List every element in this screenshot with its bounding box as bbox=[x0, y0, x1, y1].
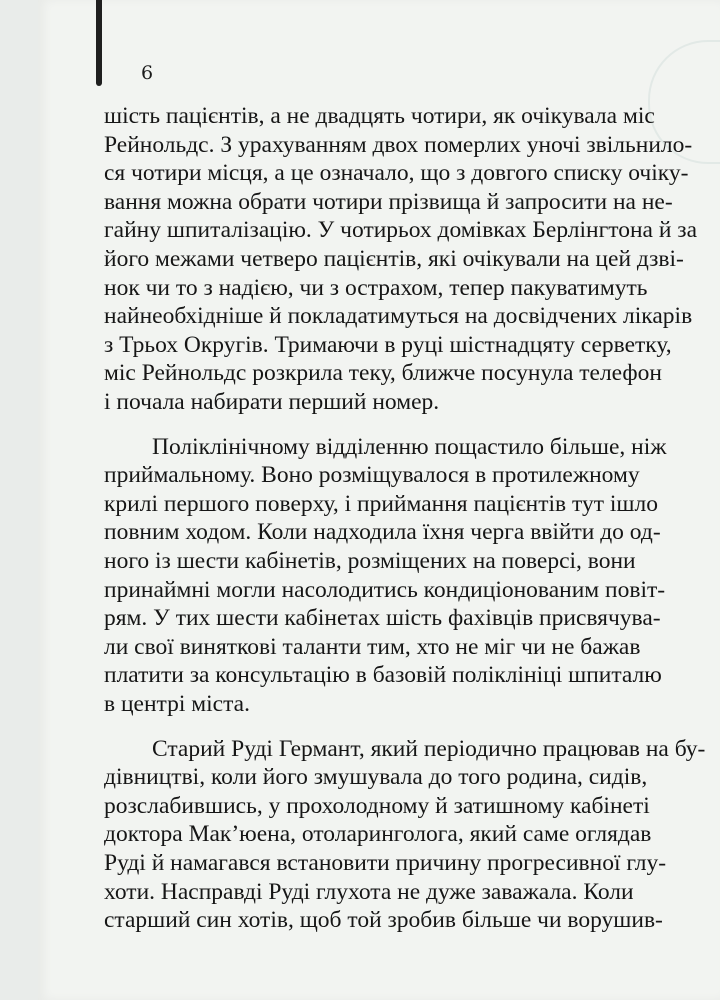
text-line: Руді й намагався встановити причину прогресивної глу- bbox=[104, 850, 667, 876]
text-line: хоти. Насправді Руді глухота не дуже заважала. Коли bbox=[104, 878, 634, 905]
text-line: гайну шпиталізацію. У чотирьох домівках Берлінгтона й за bbox=[104, 217, 698, 244]
text-line: Старий Руді Гермaнт, який періодично працював на бу- bbox=[152, 735, 706, 762]
text-line: повним ходом. Коли надходила їхня черга ввійти до од- bbox=[104, 519, 661, 546]
text-line: приймальному. Воно розміщувалося в протилежному bbox=[104, 462, 640, 489]
text-line: доктора Мак’юена, отоларинголога, який саме оглядав bbox=[104, 821, 652, 848]
text-line: нок чи то з надією, чи з острахом, тепер пакуватимуть bbox=[104, 274, 648, 301]
text-line: дівництві, коли його змушувала до того родина, сидів, bbox=[104, 764, 648, 791]
text-line: міс Рейнольдс розкрила теку, ближче посунула телефон bbox=[104, 360, 662, 387]
text-line: в центрі міста. bbox=[104, 691, 250, 717]
text-line: принаймні могли насолодитись кондиціонованим повіт- bbox=[104, 576, 666, 603]
text-line: Рейнольдс. З урахуванням двох померлих уночі звільнило- bbox=[104, 131, 693, 158]
text-line: розслабившись, у прохолодному й затишному кабінеті bbox=[104, 792, 650, 819]
text-line: ли свої виняткові таланти тим, хто не міг чи не бажав bbox=[104, 633, 641, 660]
text-line: і почала набирати перший номер. bbox=[104, 389, 440, 415]
text-line: старший син хотів, щоб той зробив більше чи ворушив- bbox=[104, 907, 663, 934]
text-line: шість пацієнтів, а не двадцять чотири, як очікувала міс bbox=[104, 103, 655, 129]
text-line: Поліклінічному відділенню пощастило більше, ніж bbox=[152, 433, 667, 460]
text-line: крилі першого поверху, і приймання пацієнтів тут ішло bbox=[104, 490, 658, 517]
text-line: ного із шести кабінетів, розміщених на поверсі, вони bbox=[104, 548, 636, 574]
text-line: платити за консультацію в базовій поліклініці шпиталю bbox=[104, 662, 662, 689]
text-line: з Трьох Округів. Тримаючи в руці шістнадцяту серветку, bbox=[104, 331, 672, 358]
text-line: рям. У тих шести кабінетах шість фахівців присвячува- bbox=[104, 605, 661, 632]
text-line: ся чотири місця, а це означало, що з довгого списку очіку- bbox=[104, 160, 689, 187]
text-line: вання можна обрати чотири прізвища й запросити на не- bbox=[104, 188, 673, 215]
text-line: його межами четверо пацієнтів, які очікували на цей дзві- bbox=[104, 246, 684, 272]
page-number: 6 bbox=[141, 62, 154, 84]
text-line: найнеобхідніше й покладатимуться на досвідчених лікарів bbox=[104, 303, 693, 330]
